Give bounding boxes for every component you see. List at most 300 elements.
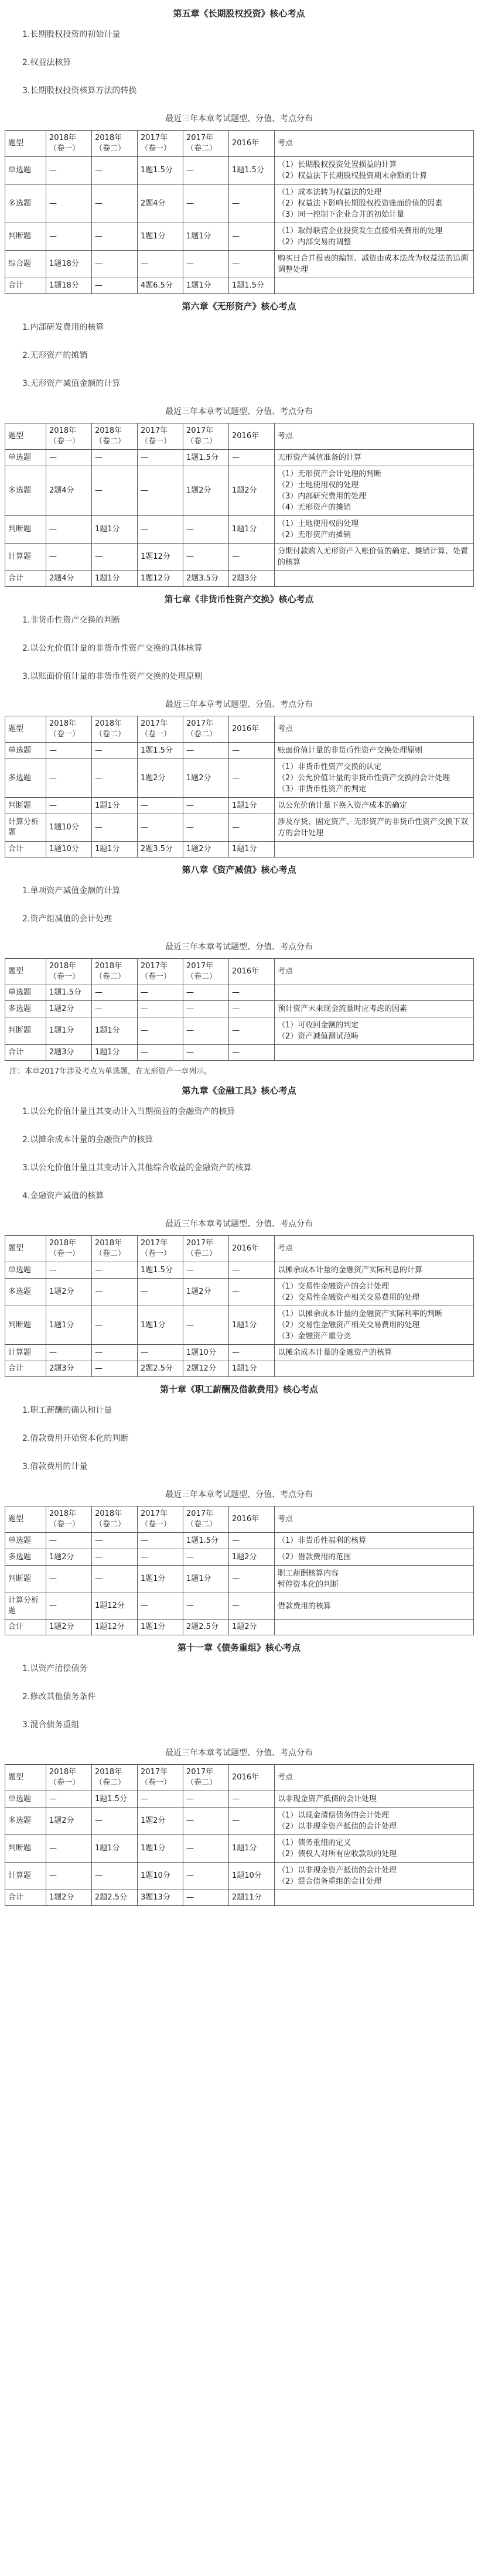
score-cell: — bbox=[46, 1345, 92, 1361]
column-header: 2018年（卷二） bbox=[92, 131, 138, 157]
score-cell: 4题6.5分 bbox=[138, 278, 183, 294]
table-header-row bbox=[5, 716, 474, 743]
core-point-item: 4.金融资产减值的核算 bbox=[22, 1191, 104, 1201]
score-cell: 3题13分 bbox=[138, 1890, 183, 1906]
score-cell: 1题2分 bbox=[229, 1620, 275, 1635]
table-row bbox=[5, 1620, 474, 1635]
score-cell: 2题3.5分 bbox=[138, 842, 183, 857]
score-cell: 1题1分 bbox=[92, 798, 138, 814]
question-type-cell: 多选题 bbox=[5, 1279, 46, 1306]
column-header: 考点 bbox=[275, 131, 474, 157]
score-cell: 2题12分 bbox=[183, 1361, 229, 1377]
score-cell: 1题1.5分 bbox=[183, 1533, 229, 1549]
score-cell: 2题3分 bbox=[229, 571, 275, 587]
score-cell: — bbox=[92, 157, 138, 185]
table-row bbox=[5, 759, 474, 798]
score-cell: — bbox=[229, 1808, 275, 1835]
table-row bbox=[5, 157, 474, 185]
score-cell: 1题1.5分 bbox=[92, 1791, 138, 1808]
table-row bbox=[5, 1279, 474, 1306]
score-cell: 1题2分 bbox=[183, 759, 229, 798]
table-caption: 最近三年本章考试题型、分值、考点分布 bbox=[165, 942, 313, 952]
score-cell: — bbox=[183, 743, 229, 759]
score-cell: 2题2.5分 bbox=[92, 1890, 138, 1906]
score-cell: — bbox=[138, 466, 183, 516]
table-row bbox=[5, 516, 474, 544]
table-row bbox=[5, 1890, 474, 1906]
core-point-item: 2.以公允价值计量的非货币性资产交换的具体核算 bbox=[22, 644, 203, 653]
score-cell: 1题2分 bbox=[183, 466, 229, 516]
table-row bbox=[5, 1306, 474, 1345]
knowledge-point-cell: 以摊余成本计量的金融资产的核算 bbox=[275, 1345, 474, 1361]
table-caption: 最近三年本章考试题型、分值、考点分布 bbox=[165, 1490, 313, 1499]
score-cell: — bbox=[92, 1306, 138, 1345]
column-header: 2018年（卷二） bbox=[92, 423, 138, 450]
exam-distribution-table bbox=[5, 423, 474, 587]
score-cell: — bbox=[183, 157, 229, 185]
question-type-cell: 合计 bbox=[5, 1361, 46, 1377]
core-point-item: 2.资产组减值的会计处理 bbox=[22, 914, 112, 924]
score-cell: 1题10分 bbox=[138, 1863, 183, 1890]
column-header: 2016年 bbox=[229, 1236, 275, 1262]
score-cell: — bbox=[138, 516, 183, 544]
core-point-item: 1.以公允价值计量且其变动计入当期损益的金融资产的核算 bbox=[22, 1107, 235, 1116]
score-cell: — bbox=[138, 1533, 183, 1549]
knowledge-point-cell bbox=[275, 1890, 474, 1906]
score-cell: 1题18分 bbox=[46, 278, 92, 294]
score-cell: 1题2分 bbox=[46, 1890, 92, 1906]
knowledge-point-cell: （1）无形资产会计处理的判断 （2）土地使用权的处理 （3）内部研究费用的处理 （4）无形资产的摊销 bbox=[275, 466, 474, 516]
score-cell: — bbox=[92, 1808, 138, 1835]
knowledge-point-cell: （1）成本法转为权益法的处理 （2）权益法下影响长期股权投资账面价值的因素 （3）同一控制下企业合并的初始计量 bbox=[275, 185, 474, 223]
question-type-cell: 判断题 bbox=[5, 516, 46, 544]
score-cell: — bbox=[183, 985, 229, 1001]
knowledge-point-cell bbox=[275, 571, 474, 587]
table-header-row bbox=[5, 1236, 474, 1262]
score-cell: — bbox=[46, 157, 92, 185]
column-header: 2018年（卷一） bbox=[46, 716, 92, 743]
column-header: 题型 bbox=[5, 423, 46, 450]
score-cell: — bbox=[229, 251, 275, 278]
score-cell: — bbox=[229, 985, 275, 1001]
score-cell: 2题4分 bbox=[46, 571, 92, 587]
question-type-cell: 判断题 bbox=[5, 1566, 46, 1593]
question-type-cell: 单选题 bbox=[5, 985, 46, 1001]
score-cell: — bbox=[92, 1279, 138, 1306]
score-cell: — bbox=[46, 450, 92, 466]
score-cell: — bbox=[138, 1791, 183, 1808]
question-type-cell: 单选题 bbox=[5, 1262, 46, 1279]
table-row bbox=[5, 1566, 474, 1593]
column-header: 题型 bbox=[5, 959, 46, 985]
score-cell: 1题2分 bbox=[183, 1279, 229, 1306]
score-cell: — bbox=[183, 1890, 229, 1906]
score-cell: 1题1分 bbox=[138, 1306, 183, 1345]
score-cell: — bbox=[46, 1262, 92, 1279]
column-header: 2018年（卷二） bbox=[92, 1765, 138, 1791]
knowledge-point-cell: （1）非货币性福利的核算 bbox=[275, 1533, 474, 1549]
score-cell: — bbox=[46, 544, 92, 571]
knowledge-point-cell bbox=[275, 985, 474, 1001]
table-row bbox=[5, 1593, 474, 1620]
score-cell: 1题10分 bbox=[46, 842, 92, 857]
score-cell: 1题12分 bbox=[92, 1593, 138, 1620]
score-cell: — bbox=[229, 1345, 275, 1361]
question-type-cell: 多选题 bbox=[5, 1549, 46, 1566]
score-cell: — bbox=[92, 743, 138, 759]
score-cell: 1题12分 bbox=[138, 571, 183, 587]
core-points-list bbox=[22, 884, 473, 925]
table-caption: 最近三年本章考试题型、分值、考点分布 bbox=[165, 114, 313, 124]
column-header: 2016年 bbox=[229, 1765, 275, 1791]
column-header: 2018年（卷二） bbox=[92, 716, 138, 743]
core-point-item: 1.单项资产减值金额的计算 bbox=[22, 886, 121, 896]
score-cell: 1题1分 bbox=[92, 1017, 138, 1045]
column-header: 题型 bbox=[5, 1236, 46, 1262]
chapter-section bbox=[5, 1383, 473, 1635]
column-header: 2017年（卷一） bbox=[138, 131, 183, 157]
score-cell: 1题10分 bbox=[46, 814, 92, 842]
score-cell: 1题1分 bbox=[138, 1835, 183, 1863]
table-row bbox=[5, 798, 474, 814]
score-cell: — bbox=[183, 251, 229, 278]
knowledge-point-cell: （1）土地使用权的处理 （2）无形资产的摊销 bbox=[275, 516, 474, 544]
table-row bbox=[5, 1045, 474, 1061]
exam-distribution-table bbox=[5, 1764, 474, 1906]
score-cell: — bbox=[92, 985, 138, 1001]
exam-distribution-table bbox=[5, 130, 474, 294]
table-caption: 最近三年本章考试题型、分值、考点分布 bbox=[165, 407, 313, 416]
column-header: 2018年（卷二） bbox=[92, 1236, 138, 1262]
score-cell: 1题2分 bbox=[229, 466, 275, 516]
question-type-cell: 合计 bbox=[5, 571, 46, 587]
score-cell: — bbox=[229, 1045, 275, 1061]
column-header: 2018年（卷一） bbox=[46, 959, 92, 985]
knowledge-point-cell: 账面价值计量的非货币性资产交换处理原则 bbox=[275, 743, 474, 759]
score-cell: — bbox=[92, 544, 138, 571]
score-cell: — bbox=[138, 450, 183, 466]
score-cell: — bbox=[229, 544, 275, 571]
knowledge-point-cell: （1）以非现金资产抵债的会计处理 （2）混合债务重组的会计处理 bbox=[275, 1863, 474, 1890]
score-cell: 2题3分 bbox=[46, 1045, 92, 1061]
table-row bbox=[5, 842, 474, 857]
knowledge-point-cell bbox=[275, 1045, 474, 1061]
knowledge-point-cell bbox=[275, 1620, 474, 1635]
core-points-list bbox=[22, 1105, 473, 1202]
column-header: 2017年（卷二） bbox=[183, 423, 229, 450]
score-cell: 1题1分 bbox=[183, 223, 229, 251]
score-cell: — bbox=[229, 1791, 275, 1808]
score-cell: — bbox=[46, 1863, 92, 1890]
table-row bbox=[5, 1361, 474, 1377]
score-cell: 1题1.5分 bbox=[183, 450, 229, 466]
table-row bbox=[5, 1533, 474, 1549]
score-cell: 1题1分 bbox=[229, 1835, 275, 1863]
score-cell: — bbox=[138, 1279, 183, 1306]
score-cell: 1题12分 bbox=[138, 544, 183, 571]
score-cell: — bbox=[229, 1593, 275, 1620]
exam-distribution-table bbox=[5, 1235, 474, 1377]
question-type-cell: 计算分析题 bbox=[5, 1593, 46, 1620]
table-row bbox=[5, 1808, 474, 1835]
score-cell: 1题2分 bbox=[229, 1549, 275, 1566]
score-cell: — bbox=[46, 223, 92, 251]
column-header: 2018年（卷一） bbox=[46, 131, 92, 157]
score-cell: 1题2分 bbox=[46, 1001, 92, 1017]
score-cell: 2题3.5分 bbox=[183, 571, 229, 587]
score-cell: — bbox=[46, 759, 92, 798]
column-header: 2018年（卷一） bbox=[46, 1236, 92, 1262]
core-point-item: 3.以公允价值计量且其变动计入其他综合收益的金融资产的核算 bbox=[22, 1163, 252, 1173]
knowledge-point-cell: （1）取得联营企业投资发生直接相关费用的处理 （2）内部交易的调整 bbox=[275, 223, 474, 251]
column-header: 考点 bbox=[275, 1765, 474, 1791]
score-cell: 1题12分 bbox=[92, 1620, 138, 1635]
knowledge-point-cell: 职工薪酬核算内容 暂停资本化的判断 bbox=[275, 1566, 474, 1593]
score-cell: 2题2.5分 bbox=[138, 1361, 183, 1377]
knowledge-point-cell bbox=[275, 842, 474, 857]
score-cell: — bbox=[183, 1593, 229, 1620]
question-type-cell: 计算分析题 bbox=[5, 814, 46, 842]
column-header: 2017年（卷二） bbox=[183, 1236, 229, 1262]
knowledge-point-cell: （2）借款费用的范围 bbox=[275, 1549, 474, 1566]
column-header: 2018年（卷二） bbox=[92, 1506, 138, 1533]
score-cell: — bbox=[138, 1045, 183, 1061]
core-point-item: 1.以资产清偿债务 bbox=[22, 1664, 88, 1673]
score-cell: — bbox=[183, 1791, 229, 1808]
score-cell: — bbox=[92, 1361, 138, 1377]
core-points-list bbox=[22, 28, 473, 97]
core-point-item: 1.内部研发费用的核算 bbox=[22, 323, 104, 332]
core-points-list bbox=[22, 321, 473, 390]
score-cell: 1题1.5分 bbox=[138, 1262, 183, 1279]
score-cell: — bbox=[138, 798, 183, 814]
knowledge-point-cell: 预计资产未来现金流量时应考虑的因素 bbox=[275, 1001, 474, 1017]
core-point-item: 2.修改其他债务条件 bbox=[22, 1692, 96, 1702]
chapter-note: 注：本章2017年涉及考点为单选题，在无形资产一章列示。 bbox=[9, 1067, 212, 1076]
score-cell: — bbox=[183, 544, 229, 571]
column-header: 2017年（卷一） bbox=[138, 1765, 183, 1791]
core-point-item: 1.职工薪酬的确认和计量 bbox=[22, 1406, 112, 1415]
column-header: 考点 bbox=[275, 423, 474, 450]
score-cell: 1题1.5分 bbox=[229, 157, 275, 185]
question-type-cell: 合计 bbox=[5, 842, 46, 857]
score-cell: — bbox=[138, 1001, 183, 1017]
score-cell: 1题1分 bbox=[92, 842, 138, 857]
score-cell: 1题1分 bbox=[92, 1835, 138, 1863]
score-cell: — bbox=[46, 798, 92, 814]
question-type-cell: 计算题 bbox=[5, 544, 46, 571]
score-cell: 1题1分 bbox=[138, 1566, 183, 1593]
question-type-cell: 判断题 bbox=[5, 223, 46, 251]
column-header: 2018年（卷一） bbox=[46, 1765, 92, 1791]
score-cell: 2题11分 bbox=[229, 1890, 275, 1906]
column-header: 2017年（卷二） bbox=[183, 131, 229, 157]
score-cell: — bbox=[229, 743, 275, 759]
column-header: 2016年 bbox=[229, 959, 275, 985]
chapter-title: 第五章《长期股权投资》核心考点 bbox=[173, 8, 305, 19]
score-cell: 1题2分 bbox=[183, 842, 229, 857]
chapter-section bbox=[5, 593, 473, 857]
score-cell: — bbox=[183, 1835, 229, 1863]
score-cell: — bbox=[183, 814, 229, 842]
table-row bbox=[5, 251, 474, 278]
score-cell: — bbox=[92, 450, 138, 466]
column-header: 2017年（卷二） bbox=[183, 1506, 229, 1533]
question-type-cell: 合计 bbox=[5, 1620, 46, 1635]
score-cell: — bbox=[183, 1262, 229, 1279]
score-cell: 1题2分 bbox=[46, 1808, 92, 1835]
core-point-item: 2.权益法核算 bbox=[22, 58, 71, 67]
score-cell: 1题1.5分 bbox=[229, 278, 275, 294]
table-row bbox=[5, 544, 474, 571]
column-header: 题型 bbox=[5, 716, 46, 743]
score-cell: — bbox=[138, 251, 183, 278]
core-point-item: 1.非货币性资产交换的判断 bbox=[22, 616, 121, 625]
score-cell: — bbox=[229, 1279, 275, 1306]
question-type-cell: 多选题 bbox=[5, 1808, 46, 1835]
score-cell: 1题1分 bbox=[46, 1306, 92, 1345]
score-cell: — bbox=[183, 1017, 229, 1045]
score-cell: — bbox=[138, 1593, 183, 1620]
chapter-section bbox=[5, 1641, 473, 1906]
score-cell: 2题2.5分 bbox=[183, 1620, 229, 1635]
chapter-title: 第十章《职工薪酬及借款费用》核心考点 bbox=[159, 1384, 318, 1395]
knowledge-point-cell: （1）非货币性资产交换的认定 （2）公允价值计量的非货币性资产交换的会计处理 （3）非货币性资产的判定 bbox=[275, 759, 474, 798]
score-cell: 1题1分 bbox=[92, 516, 138, 544]
core-point-item: 3.长期股权投资核算方法的转换 bbox=[22, 86, 137, 95]
knowledge-point-cell: （1）以摊余成本计量的金融资产实际利率的判断 （2）交易性金融资产相关交易费用的处理 （3）金融资产重分类 bbox=[275, 1306, 474, 1345]
score-cell: 1题1分 bbox=[183, 278, 229, 294]
score-cell: — bbox=[183, 185, 229, 223]
chapter-title: 第八章《资产减值》核心考点 bbox=[182, 865, 296, 875]
table-header-row bbox=[5, 1506, 474, 1533]
score-cell: — bbox=[92, 759, 138, 798]
score-cell: — bbox=[92, 223, 138, 251]
score-cell: — bbox=[183, 1549, 229, 1566]
table-row bbox=[5, 278, 474, 294]
score-cell: — bbox=[183, 1863, 229, 1890]
score-cell: 1题1.5分 bbox=[138, 157, 183, 185]
score-cell: — bbox=[183, 1045, 229, 1061]
table-row bbox=[5, 743, 474, 759]
score-cell: — bbox=[229, 1017, 275, 1045]
question-type-cell: 单选题 bbox=[5, 743, 46, 759]
core-points-list bbox=[22, 1404, 473, 1473]
question-type-cell: 单选题 bbox=[5, 1533, 46, 1549]
column-header: 2016年 bbox=[229, 423, 275, 450]
table-row bbox=[5, 223, 474, 251]
score-cell: — bbox=[92, 1566, 138, 1593]
table-row bbox=[5, 1017, 474, 1045]
score-cell: 1题1分 bbox=[138, 223, 183, 251]
column-header: 2017年（卷一） bbox=[138, 423, 183, 450]
core-point-item: 3.借款费用的计量 bbox=[22, 1462, 88, 1471]
score-cell: 1题2分 bbox=[138, 759, 183, 798]
knowledge-point-cell: （1）可收回金额的判定 （2）资产减值测试范畴 bbox=[275, 1017, 474, 1045]
column-header: 题型 bbox=[5, 1506, 46, 1533]
column-header: 2016年 bbox=[229, 131, 275, 157]
score-cell: — bbox=[138, 985, 183, 1001]
knowledge-point-cell: 购买日合并报表的编制、减资由成本法改为权益法的追溯调整处理 bbox=[275, 251, 474, 278]
question-type-cell: 计算题 bbox=[5, 1345, 46, 1361]
table-row bbox=[5, 185, 474, 223]
score-cell: 2题4分 bbox=[46, 466, 92, 516]
column-header: 2018年（卷二） bbox=[92, 959, 138, 985]
score-cell: — bbox=[92, 1262, 138, 1279]
score-cell: — bbox=[183, 798, 229, 814]
score-cell: 1题2分 bbox=[46, 1620, 92, 1635]
table-header-row bbox=[5, 959, 474, 985]
chapter-section bbox=[5, 1084, 473, 1377]
question-type-cell: 合计 bbox=[5, 1045, 46, 1061]
score-cell: — bbox=[92, 278, 138, 294]
table-row bbox=[5, 1835, 474, 1863]
knowledge-point-cell bbox=[275, 1361, 474, 1377]
knowledge-point-cell: （1）债务重组的定义 （2）债权人对所有应收款项的处理 bbox=[275, 1835, 474, 1863]
question-type-cell: 合计 bbox=[5, 1890, 46, 1906]
score-cell: — bbox=[46, 516, 92, 544]
score-cell: — bbox=[92, 1345, 138, 1361]
column-header: 考点 bbox=[275, 1236, 474, 1262]
chapter-title: 第十一章《债务重组》核心考点 bbox=[177, 1642, 301, 1653]
knowledge-point-cell: （1）交易性金融资产的会计处理 （2）交易性金融资产相关交易费用的处理 bbox=[275, 1279, 474, 1306]
knowledge-point-cell: 涉及存货、固定资产、无形资产的非货币性资产交换下双方的会计处理 bbox=[275, 814, 474, 842]
question-type-cell: 综合题 bbox=[5, 251, 46, 278]
score-cell: 1题1.5分 bbox=[46, 985, 92, 1001]
score-cell: — bbox=[92, 185, 138, 223]
score-cell: 1题1分 bbox=[229, 1306, 275, 1345]
table-row bbox=[5, 1001, 474, 1017]
column-header: 2017年（卷一） bbox=[138, 959, 183, 985]
score-cell: 2题4分 bbox=[138, 185, 183, 223]
column-header: 2016年 bbox=[229, 716, 275, 743]
score-cell: — bbox=[229, 759, 275, 798]
score-cell: — bbox=[92, 251, 138, 278]
score-cell: — bbox=[92, 814, 138, 842]
column-header: 考点 bbox=[275, 716, 474, 743]
question-type-cell: 判断题 bbox=[5, 1017, 46, 1045]
table-header-row bbox=[5, 1765, 474, 1791]
question-type-cell: 单选题 bbox=[5, 157, 46, 185]
score-cell: — bbox=[46, 185, 92, 223]
question-type-cell: 合计 bbox=[5, 278, 46, 294]
chapter-title: 第九章《金融工具》核心考点 bbox=[182, 1085, 296, 1096]
core-point-item: 3.以账面价值计量的非货币性资产交换的处理原则 bbox=[22, 672, 203, 681]
table-row bbox=[5, 1549, 474, 1566]
score-cell: — bbox=[138, 814, 183, 842]
score-cell: — bbox=[92, 1549, 138, 1566]
core-point-item: 2.以摊余成本计量的金融资产的核算 bbox=[22, 1135, 153, 1144]
score-cell: 1题1.5分 bbox=[138, 743, 183, 759]
knowledge-point-cell: 以摊余成本计量的金融资产实际利息的计算 bbox=[275, 1262, 474, 1279]
column-header: 2017年（卷二） bbox=[183, 1765, 229, 1791]
core-point-item: 1.长期股权投资的初始计量 bbox=[22, 30, 121, 39]
score-cell: 1题1分 bbox=[183, 1566, 229, 1593]
score-cell: 1题2分 bbox=[46, 1549, 92, 1566]
question-type-cell: 判断题 bbox=[5, 798, 46, 814]
core-point-item: 3.无形资产减值金额的计算 bbox=[22, 379, 121, 388]
question-type-cell: 单选题 bbox=[5, 450, 46, 466]
score-cell: 1题2分 bbox=[138, 1808, 183, 1835]
core-point-item: 2.借款费用开始资本化的判断 bbox=[22, 1434, 129, 1443]
table-row bbox=[5, 466, 474, 516]
chapter-section bbox=[5, 863, 473, 1078]
column-header: 2017年（卷一） bbox=[138, 1506, 183, 1533]
score-cell: 1题1分 bbox=[92, 571, 138, 587]
score-cell: — bbox=[46, 1791, 92, 1808]
knowledge-point-cell: 分期付款购入无形资产入账价值的确定、摊销计算、处置的核算 bbox=[275, 544, 474, 571]
column-header: 2018年（卷一） bbox=[46, 423, 92, 450]
